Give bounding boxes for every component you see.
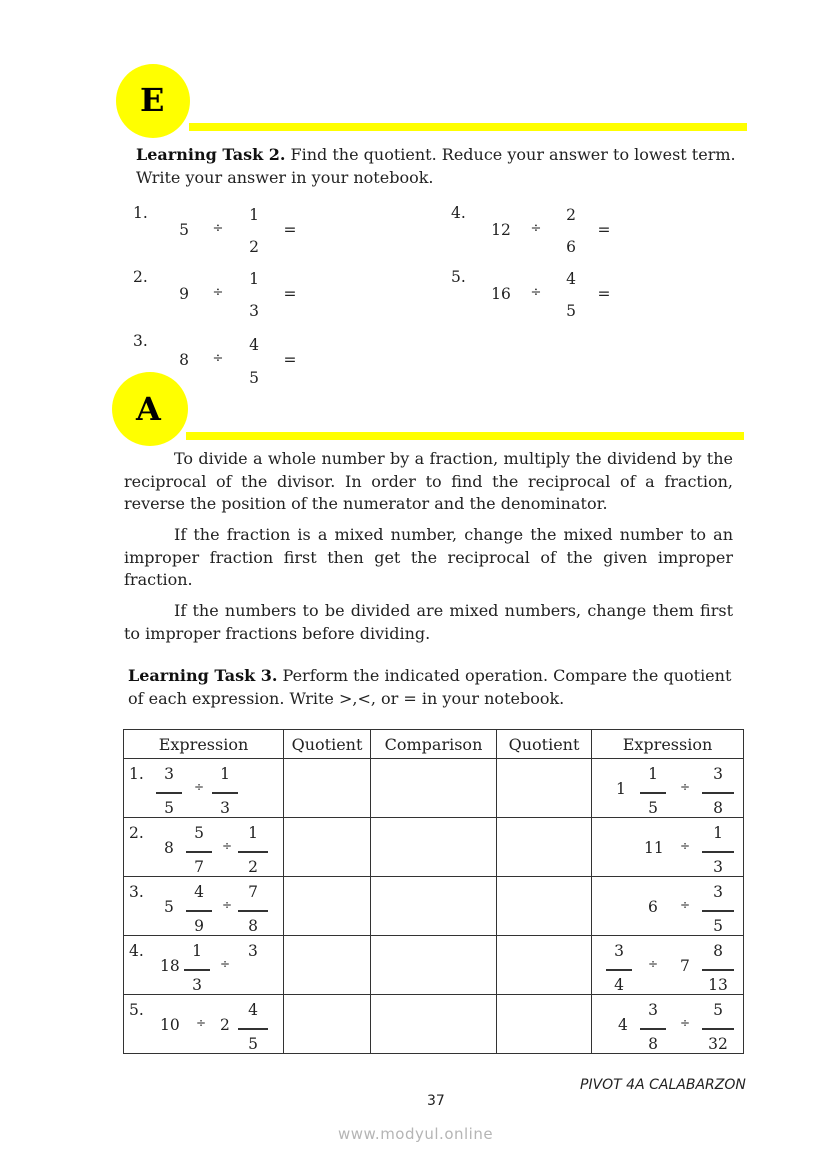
item-equals: = [283,285,297,303]
item-divide-sign: ÷ [530,285,542,300]
right-quotient-cell[interactable] [497,936,592,995]
table-row [124,995,744,1054]
header-quotient-left: Quotient [284,730,371,759]
right-expression-cell: 3 4 ÷ 7 8 13 [592,936,744,995]
right-quotient-cell[interactable] [497,759,592,818]
item-equals: = [597,221,611,239]
right-expression-cell: 6 ÷ 3 5 [592,877,744,936]
explanation-paragraph-3: If the numbers to be divided are mixed numbers, change them first to improper fractions before dividing. [124,601,733,643]
item-number: 4. [451,204,466,222]
item-numerator: 4 [566,270,576,288]
section-e-divider [189,123,747,131]
item-equals: = [597,285,611,303]
item-number: 1. [133,204,148,222]
publisher-footer: PIVOT 4A CALABARZON [580,1077,746,1093]
right-expression-cell: 4 3 8 ÷ 5 32 [592,995,744,1054]
comparison-cell[interactable] [371,759,497,818]
task-3-title: Learning Task 3. [128,666,278,685]
right-expression-cell: 11 ÷ 1 3 [592,818,744,877]
header-expression-right: Expression [592,730,744,759]
item-divide-sign: ÷ [530,221,542,236]
task-2-instructions [136,143,756,189]
left-expression-cell: 4. 18 1 3 ÷ 3 [124,936,284,995]
table-row [124,877,744,936]
item-whole: 5 [179,221,189,239]
task-3-text-1: Perform the indicated operation. Compare the quotient [277,666,732,685]
right-quotient-cell[interactable] [497,818,592,877]
left-quotient-cell[interactable] [284,995,371,1054]
item-number: 3. [133,332,148,350]
item-numerator: 2 [566,206,576,224]
left-quotient-cell[interactable] [284,877,371,936]
comparison-cell[interactable] [371,877,497,936]
item-numerator: 1 [249,270,259,288]
header-comparison: Comparison [371,730,497,759]
item-equals: = [283,221,297,239]
item-whole: 9 [179,285,189,303]
item-equals: = [283,351,297,369]
comparison-table [123,729,744,1054]
right-quotient-cell[interactable] [497,877,592,936]
right-expression-cell: 1 1 5 ÷ 3 8 [592,759,744,818]
right-quotient-cell[interactable] [497,995,592,1054]
item-number: 5. [451,268,466,286]
comparison-cell[interactable] [371,936,497,995]
item-numerator: 1 [249,206,259,224]
item-whole: 16 [491,285,511,303]
table-row [124,936,744,995]
watermark-link: www.modyul.online [338,1125,494,1143]
item-numerator: 4 [249,336,259,354]
explanation-paragraph-2: If the fraction is a mixed number, change the mixed number to an improper fraction first then get the reciprocal of the given improper fraction. [124,525,733,589]
left-quotient-cell[interactable] [284,759,371,818]
left-quotient-cell[interactable] [284,818,371,877]
left-expression-cell: 3. 5 4 9 ÷ 7 8 [124,877,284,936]
task-3-text-2: of each expression. Write >,<, or = in your notebook. [128,689,565,708]
task-2-text-1: Find the quotient. Reduce your answer to lowest term. [285,145,736,164]
item-denominator: 3 [249,302,259,320]
item-denominator: 5 [566,302,576,320]
item-divide-sign: ÷ [212,221,224,236]
task-3-instructions [128,664,748,710]
left-expression-cell: 1. 3 5 ÷ 1 3 [124,759,284,818]
left-expression-cell: 5. 10 ÷ 2 4 5 [124,995,284,1054]
task-2-text-2: Write your answer in your notebook. [136,168,434,187]
section-e-letter: E [140,81,165,119]
table-row [124,759,744,818]
header-expression-left: Expression [124,730,284,759]
header-quotient-right: Quotient [497,730,592,759]
item-number: 2. [133,268,148,286]
comparison-cell[interactable] [371,818,497,877]
item-denominator: 6 [566,238,576,256]
left-quotient-cell[interactable] [284,936,371,995]
item-denominator: 2 [249,238,259,256]
table-header-row [124,730,744,759]
item-divide-sign: ÷ [212,285,224,300]
section-a-divider [186,432,744,440]
item-whole: 8 [179,351,189,369]
item-whole: 12 [491,221,511,239]
item-divide-sign: ÷ [212,351,224,366]
explanation-paragraph-1: To divide a whole number by a fraction, multiply the dividend by the reciprocal of the divisor. In order to find the reciprocal of a fraction, reverse the position of the numerator and the denominator. [124,449,733,513]
table-row [124,818,744,877]
left-expression-cell: 2. 8 5 7 ÷ 1 2 [124,818,284,877]
page-number: 37 [427,1093,445,1109]
comparison-cell[interactable] [371,995,497,1054]
item-denominator: 5 [249,369,259,387]
task-2-title: Learning Task 2. [136,145,286,164]
section-a-letter: A [136,390,161,428]
